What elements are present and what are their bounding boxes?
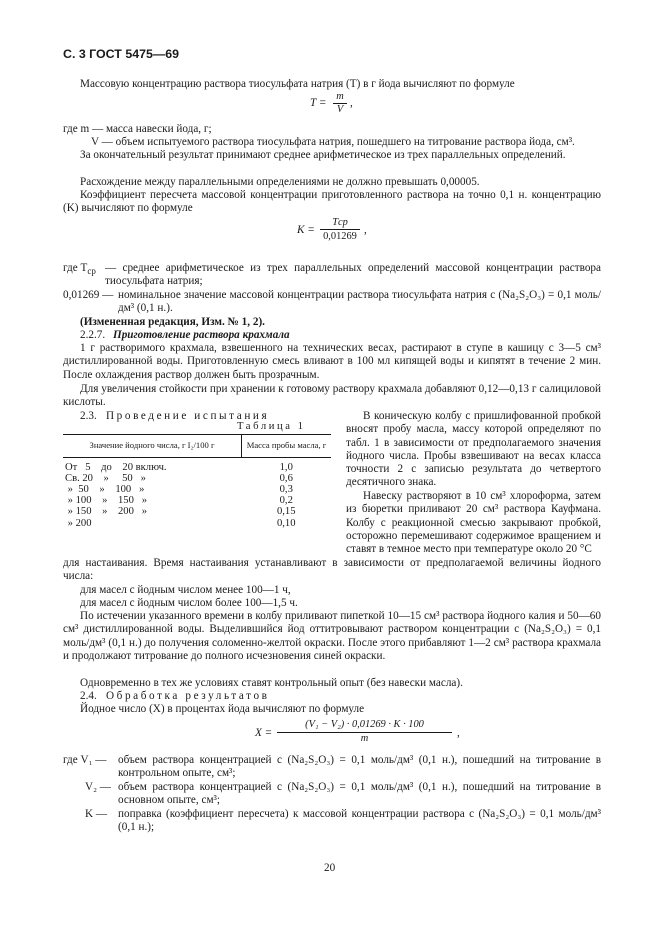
paragraph-starch: 1 г растворимого крахмала, взвешенного на технических весах, растирают в ступе в кашицу с 3—5 см³ дистиллированной воды. Приготовленную смесь вливают в 100 мл кипящей воды и кипятят в течение 2 мин. После охлаждения раствор должен быть прозрачным. [63, 342, 601, 381]
formula-k-denominator: 0,01269 [323, 231, 357, 242]
table-cell-range: » 100 » 150 » [65, 495, 148, 507]
definition-v2-symbol: V₂ — [85, 781, 111, 793]
definition-001269: номинальное значение массовой концентрации раствора тиосульфата натрия c (Na₂S₂O₃) = 0,1 моль/дм³ (0,1 н.). [118, 289, 601, 315]
formula-x-denominator: m [360, 733, 369, 744]
formula-x-lhs: X = [255, 727, 273, 739]
paragraph-coefficient: Коэффициент пересчета массовой концентрации приготовленного раствора на точно 0,1 н. концентрацию (K) вычисляют по формуле [63, 189, 601, 215]
formula-k-lhs: K = [297, 224, 315, 236]
table-cell-range: От 5 до 20 включ. [65, 461, 167, 473]
definition-tcp-symbol: где $T_{ср}$ [63, 262, 96, 277]
formula-k-tail: , [364, 224, 367, 236]
paragraph-titration: По истечении указанного времени в колбу приливают пипеткой 10—15 см³ раствора йодного калия и 50—60 см³ дистиллированной воды. Выделившийся йод оттитровывают раствором концентрации c (Na₂S₂O₃) = 0,1 моль/дм³ (0,1 н.) до получения соломенно-желтой окраски. После этого прибавляют 1—2 см³ раствора крахмала и продолжают титрование до полного исчезновения синей окраски. [63, 610, 601, 662]
definition-k-symbol: K — [85, 808, 108, 820]
section-23-number: 2.3. [80, 410, 97, 422]
formula-t-numerator: m [336, 91, 344, 102]
paragraph-thiosulfate-intro: Массовую концентрацию раствора тиосульфата натрия (T) в г йода вычисляют по формуле [80, 78, 515, 90]
section-227-number: 2.2.7. [80, 329, 106, 341]
table-cell-range: » 150 » 200 » [65, 506, 148, 518]
section-24-number: 2.4. [80, 690, 97, 702]
table-cell-range: » 50 » 100 » [65, 483, 145, 495]
table-cell-mass: 0,10 [276, 517, 296, 529]
definition-m: где m — масса навески йода, г; [63, 123, 212, 135]
table-header-sample-mass: Масса пробы масла, г [242, 435, 332, 458]
formula-x-tail: , [457, 727, 460, 739]
definition-001269-symbol: 0,01269 — [63, 289, 114, 301]
page-header: С. 3 ГОСТ 5475—69 [63, 47, 180, 61]
definition-tcp: — среднее арифметическое из трех параллельных определений массовой концентрации раствора тиосульфата натрия; [105, 262, 601, 288]
table-cell-range: » 200 [65, 517, 92, 529]
table-row [63, 473, 331, 484]
paragraph-final-result: За окончательный результат принимают среднее арифметическое из трех параллельных определений. [80, 149, 566, 161]
formula-k-numerator: Tср [332, 217, 348, 228]
definition-v2: объем раствора концентрацией c (Na₂S₂O₃) = 0,1 моль/дм³ (0,1 н.), пошедший на титрование в основном опыте, см³; [118, 781, 601, 807]
table-row [63, 495, 331, 506]
formula-t-lhs: T = [310, 97, 327, 109]
table-row [63, 457, 331, 473]
paragraph-flask: В коническую колбу с пришлифованной пробкой вносят пробу масла, массу которой определяют по табл. 1 в зависимости от предполагаемого значения йодного числа. Пробы взвешивают на весах класса точности 2 с записью результата до четвертого десятичного знака. [346, 410, 601, 489]
definition-v1: объем раствора концентрацией c (Na₂S₂O₃) = 0,1 моль/дм³ (0,1 н.), пошедший на титрование в контрольном опыте, см³; [118, 754, 601, 780]
table-cell-mass: 0,6 [279, 472, 293, 484]
table-row [63, 518, 331, 529]
formula-x-numerator: (V₁ − V₂) · 0,01269 · K · 100 [305, 719, 424, 730]
section-24-title: Обработка результатов [106, 690, 270, 702]
paragraph-control: Одновременно в тех же условиях ставят контрольный опыт (без навески масла). [80, 677, 463, 689]
table-row [63, 506, 331, 517]
table-sample-mass [63, 434, 331, 529]
page-number: 20 [324, 862, 336, 874]
definition-v: V — объем испытуемого раствора тиосульфата натрия, пошедшего на титрование раствора йода, см³. [91, 136, 575, 148]
table-row [63, 484, 331, 495]
table-cell-range: Св. 20 » 50 » [65, 472, 146, 484]
table-caption: Таблица 1 [237, 421, 306, 432]
paragraph-iodine-number: Йодное число (X) в процентах йода вычисляют по формуле [80, 703, 365, 715]
infusion-more-100: для масел с йодным числом более 100—1,5 ч. [80, 597, 298, 609]
section-23-title: Проведение испытания [106, 410, 270, 422]
table-cell-mass: 1,0 [279, 461, 293, 473]
paragraph-dissolve: Навеску растворяют в 10 см³ хлороформа, затем из бюретки приливают 20 см³ раствора Кауфмана. Колбу с реакционной смесью закрывают пробкой, осторожно перемешивают содержимое вращением и ставят в темное место при температуре около 20 °С [346, 490, 601, 556]
formula-t-tail: , [350, 97, 353, 109]
formula-k-fraction-line [320, 229, 360, 230]
infusion-less-100: для масел с йодным числом менее 100—1 ч, [80, 584, 291, 596]
table-cell-mass: 0,15 [276, 506, 296, 518]
definition-k: поправка (коэффициент пересчета) к массовой концентрации раствора c (Na₂S₂O₃) = 0,1 моль/дм³ (0,1 н.); [118, 808, 601, 834]
paragraph-divergence: Расхождение между параллельными определениями не должно превышать 0,00005. [80, 176, 480, 188]
paragraph-infusion: для настаивания. Время настаивания устанавливают в зависимости от предполагаемой величины йодного числа: [63, 557, 601, 583]
definition-v1-symbol: где V₁ — [63, 754, 107, 766]
paragraph-stability: Для увеличения стойкости при хранении к готовому раствору крахмала добавляют 0,12—0,13 г салициловой кислоты. [63, 383, 601, 409]
revision-note: (Измененная редакция, Изм. № 1, 2). [80, 316, 265, 328]
formula-t-denominator: V [336, 104, 344, 115]
table-header-iodine-value: Значение йодного числа, г I₂/100 г [63, 435, 242, 458]
table-cell-mass: 0,2 [279, 495, 293, 507]
table-cell-mass: 0,3 [279, 483, 293, 495]
section-227-title: Приготовление раствора крахмала [113, 329, 290, 341]
